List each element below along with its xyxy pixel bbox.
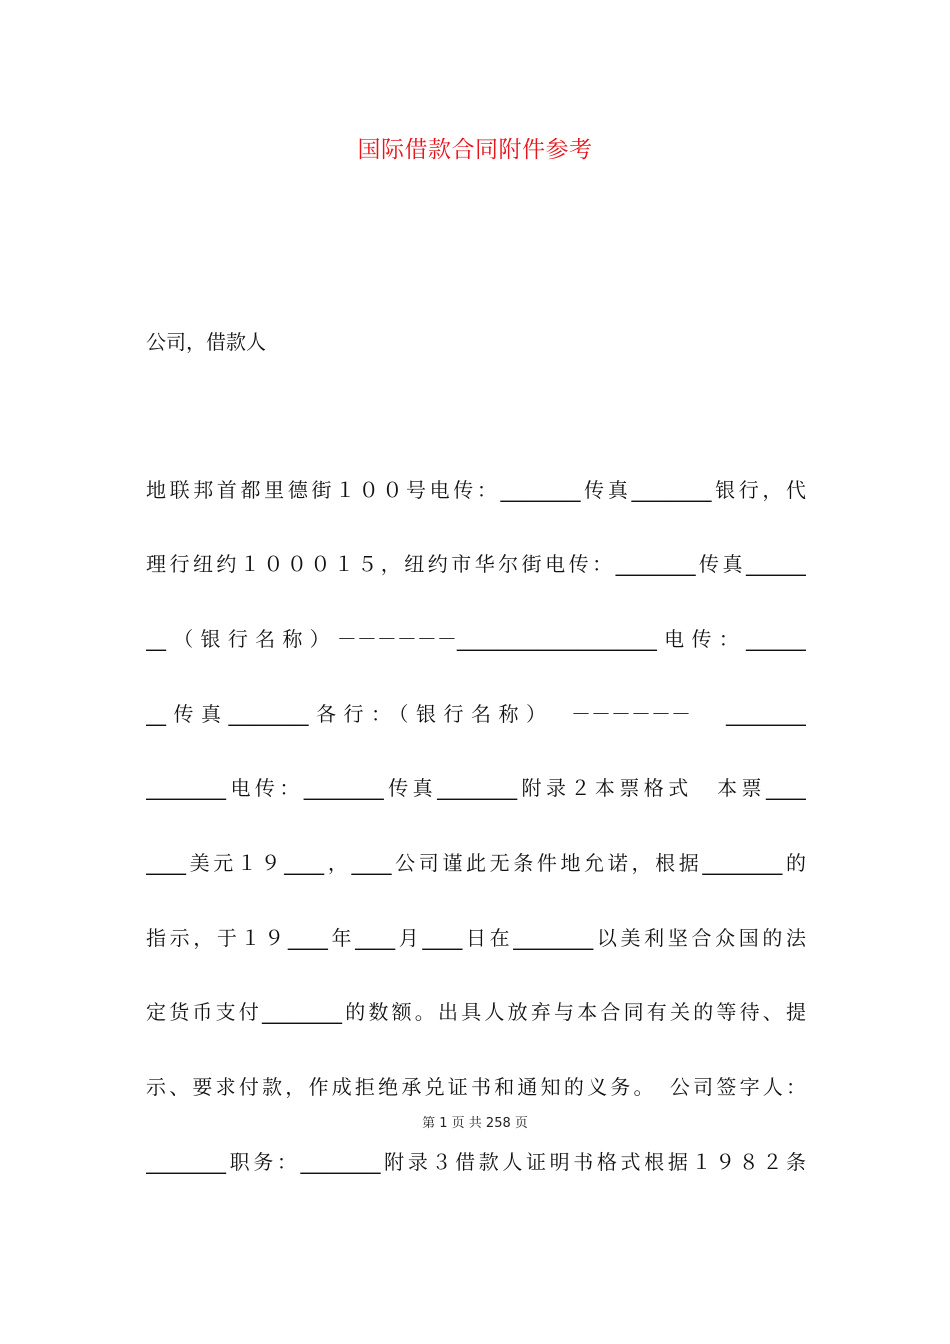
body-line-3: __（银行名称）－－－－－－____________________电传：______: [146, 627, 806, 651]
body-line-2: 理行纽约１０００１５，纽约市华尔街电传：________传真______: [146, 552, 806, 576]
body-line-1: 地联邦首都里德街１００号电传：________传真________银行，代: [146, 478, 806, 502]
body-line-5: ________电传：________传真________附录２本票格式 本票____: [146, 776, 806, 800]
body-line-7: 指示，于１９____年____月____日在________以美利坚合众国的法: [146, 926, 806, 950]
page-footer: 第 1 页 共 258 页: [422, 1116, 528, 1131]
body-line-9: 示、要求付款，作成拒绝承兑证书和通知的义务。 公司签字人：: [146, 1075, 806, 1099]
document-title: 国际借款合同附件参考: [357, 137, 593, 163]
body-line-4: __传真________各行：（银行名称） －－－－－－ ________: [146, 702, 806, 726]
body-line-6: ____美元１９____，____公司谨此无条件地允诺，根据________的: [146, 851, 806, 875]
body-line-8: 定货币支付________的数额。出具人放弃与本合同有关的等待、提: [146, 1000, 806, 1024]
party-line: 公司，借款人: [146, 330, 266, 354]
body-line-10: ________职务：________附录３借款人证明书格式根据１９８２条: [146, 1150, 806, 1174]
